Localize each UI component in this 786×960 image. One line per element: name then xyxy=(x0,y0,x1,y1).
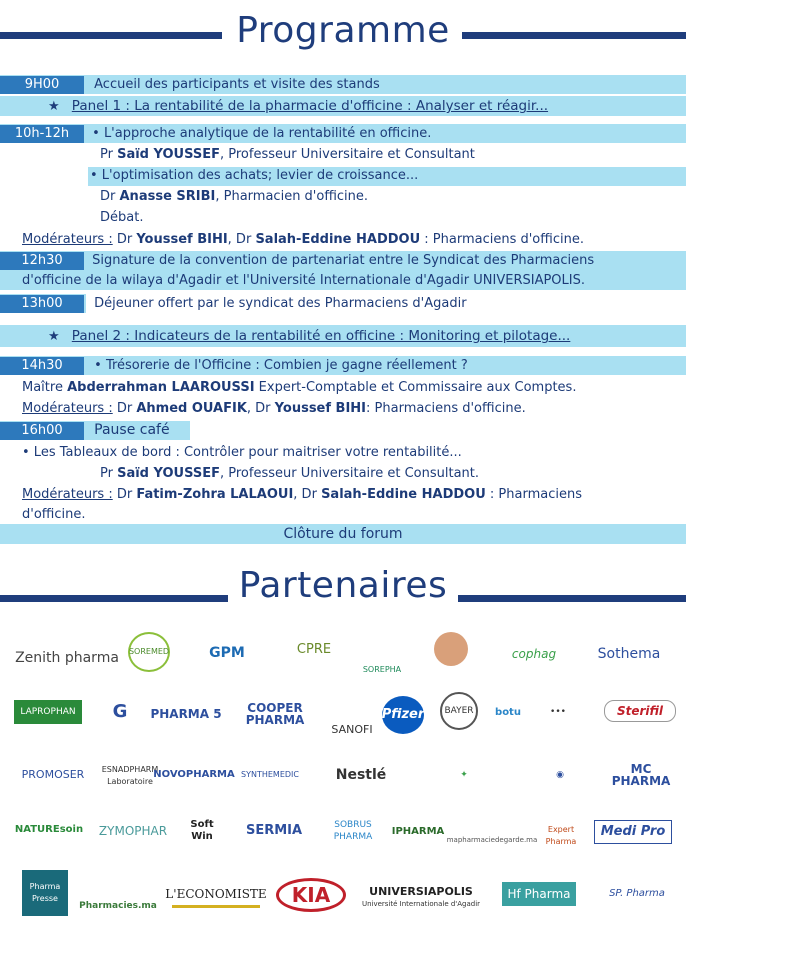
logo-arabic-1: ••• xyxy=(550,707,566,717)
logo-mcpharma: MC PHARMA xyxy=(611,762,671,788)
partners-bar-right xyxy=(458,595,686,602)
logo-pharma5: PHARMA 5 xyxy=(150,707,222,721)
time-16h00: 16h00 xyxy=(0,422,84,440)
moderators-1: Modérateurs : Dr Youssef BIHI, Dr Salah-Eddine HADDOU : Pharmaciens d'officine. xyxy=(22,232,584,247)
logo-sorepha: SOREPHA xyxy=(362,665,402,674)
logo-sppharma: SP. Pharma xyxy=(609,888,665,899)
partenaires-title: Partenaires xyxy=(238,565,448,606)
dejeuner: Déjeuner offert par le syndicat des Pharmaciens d'Agadir xyxy=(94,296,467,311)
universiapolis-sub: Université Internationale d'Agadir xyxy=(361,900,481,908)
logo-expertpharma: Expert Pharma xyxy=(545,825,577,846)
title-bar-right xyxy=(462,32,686,39)
logo-zymophar: ZYMOPHAR xyxy=(98,824,168,838)
speaker-line: Pr Saïd YOUSSEF, Professeur Universitaire et Consultant xyxy=(100,147,475,162)
universiapolis-name: UNIVERSIAPOLIS xyxy=(369,885,473,898)
logo-laprophan: LAPROPHAN xyxy=(14,700,82,724)
logo-universiapolis xyxy=(360,880,482,916)
tableaux-de-bord: • Les Tableaux de bord : Contrôler pour maitriser votre rentabilité... xyxy=(22,445,462,460)
logo-cooper: COOPER PHARMA xyxy=(245,701,305,727)
logo-sterifil: Sterifil xyxy=(604,700,676,722)
logo-hfpharma: Hf Pharma xyxy=(502,882,576,906)
moderators-3: Modérateurs : Dr Fatim-Zohra LALAOUI, Dr Salah-Eddine HADDOU : Pharmaciens xyxy=(22,487,582,502)
time-14h30: 14h30 xyxy=(0,357,84,375)
logo-sothema: Sothema xyxy=(597,646,661,662)
speaker-line-2: Dr Anasse SRIBI, Pharmacien d'officine. xyxy=(100,189,369,204)
logo-institute: ✦ xyxy=(460,770,468,780)
logo-soremed: SOREMED xyxy=(128,632,170,672)
logo-naturesoin: NATUREsoin xyxy=(14,824,84,835)
tresorerie: • Trésorerie de l'Officine : Combien je gagne réellement ? xyxy=(94,358,468,373)
schedule-p1-item2: • L'optimisation des achats; levier de croissance... xyxy=(90,168,419,183)
logo-synthemedic: SYNTHEMEDIC xyxy=(241,770,299,779)
schedule-accueil: Accueil des participants et visite des stands xyxy=(94,77,380,92)
logo-zenith: Zenith pharma xyxy=(15,650,119,666)
logo-novopharma: NOVOPHARMA xyxy=(153,769,235,780)
logo-cophag: cophag xyxy=(511,647,557,661)
logo-nestle: Nestlé xyxy=(335,767,387,783)
logo-leconomiste: L'ECONOMISTE xyxy=(172,882,260,908)
convention-line1: Signature de la convention de partenariat entre le Syndicat des Pharmaciens xyxy=(92,253,595,268)
logo-kia: KIA xyxy=(276,878,346,912)
speaker-youssef-2: Pr Saïd YOUSSEF, Professeur Universitaire et Consultant. xyxy=(100,466,480,481)
logo-afric-phar: ◉ xyxy=(556,770,564,780)
logo-medipro: Medi Pro xyxy=(594,820,672,844)
logo-ipharma: IPHARMA xyxy=(391,826,445,837)
logo-sermia: SERMIA xyxy=(245,823,303,838)
time-10h-12h: 10h-12h xyxy=(0,125,84,143)
logo-softwin: Soft Win xyxy=(190,819,214,842)
pause-cafe: Pause café xyxy=(94,422,170,438)
logo-g-labo: G xyxy=(112,701,128,722)
debat: Débat. xyxy=(100,210,144,225)
logo-bayer: BAYER xyxy=(440,692,478,730)
star-icon-2: ★ xyxy=(48,329,60,344)
logo-pharmacies-ma: Pharmacies.ma xyxy=(79,901,157,911)
logo-promoser: PROMOSER xyxy=(21,768,85,781)
programme-header xyxy=(0,10,686,60)
star-icon: ★ xyxy=(48,99,60,114)
speaker-laaroussi: Maître Abderrahman LAAROUSSI Expert-Comptable et Commissaire aux Comptes. xyxy=(22,380,577,395)
panel1-title: Panel 1 : La rentabilité de la pharmacie d'officine : Analyser et réagir... xyxy=(71,98,549,114)
logo-cpre: CPRE xyxy=(296,642,332,657)
partenaires-header xyxy=(0,565,686,615)
time-13h00: 13h00 xyxy=(0,295,84,313)
time-12h30: 12h30 xyxy=(0,252,84,270)
logo-pharmapresse: Pharma Presse xyxy=(22,870,68,916)
convention-line2: d'officine de la wilaya d'Agadir et l'Université Internationale d'Agadir UNIVERSIAPOLIS. xyxy=(22,273,585,288)
cloture: Clôture du forum xyxy=(283,526,403,542)
logo-gpm: GPM xyxy=(209,645,245,661)
schedule-p1-item1: • L'approche analytique de la rentabilité en officine. xyxy=(92,126,432,141)
logo-round-orange xyxy=(434,632,468,666)
logo-sobrus: SOBRUS PHARMA xyxy=(333,820,373,842)
panel2-title: Panel 2 : Indicateurs de la rentabilité en officine : Monitoring et pilotage... xyxy=(71,328,571,344)
time-9h00: 9H00 xyxy=(0,76,84,94)
logo-sanofi: SANOFI xyxy=(331,723,373,736)
moderators-3-line2: d'officine. xyxy=(22,507,86,522)
programme-title: Programme xyxy=(236,10,450,51)
moderators-2: Modérateurs : Dr Ahmed OUAFIK, Dr Youssef BIHI: Pharmaciens d'officine. xyxy=(22,401,526,416)
logo-botu: botu xyxy=(495,707,521,718)
logo-pfizer: Pfizer xyxy=(382,696,424,734)
logo-esnadpharm: ESNADPHARM Laboratoire xyxy=(101,765,159,786)
logo-mapharmacie: mapharmaciedegarde.ma xyxy=(446,836,538,844)
